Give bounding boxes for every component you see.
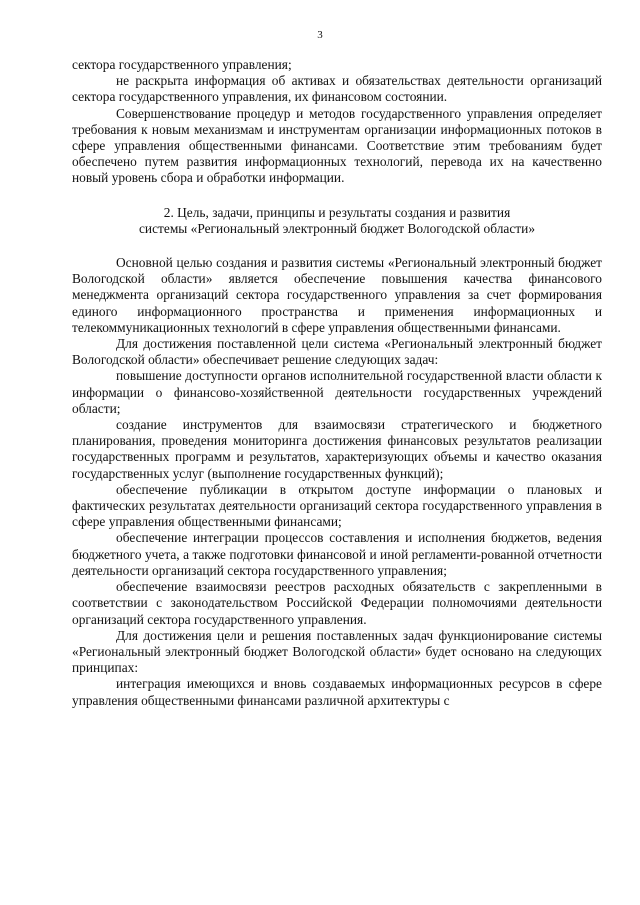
paragraph: сектора государственного управления; bbox=[72, 57, 292, 72]
section-heading-line: 2. Цель, задачи, принципы и результаты создания и развития bbox=[163, 204, 511, 220]
paragraph: Для достижения цели и решения поставленных задач функционирование системы «Региональный электронный бюджет Вологодской области» будет основано на следующих принципах: bbox=[72, 627, 602, 676]
list-item: интеграция имеющихся и вновь создаваемых информационных ресурсов в сфере управления общественными финансами различной архитектуры с bbox=[72, 676, 602, 708]
page-number: 3 bbox=[317, 29, 323, 41]
list-item: обеспечение взаимосвязи реестров расходных обязательств с закрепленными в соответствии с законодательством Российской Федерации полномочиями деятельности организаций сектора государственного управления. bbox=[72, 579, 602, 627]
section-heading bbox=[72, 205, 602, 237]
list-item: повышение доступности органов исполнительной государственной власти области к информации о финансово-хозяйственной деятельности государственных учреждений области; bbox=[72, 368, 602, 416]
document-body bbox=[72, 45, 602, 709]
paragraph: Основной целью создания и развития системы «Региональный электронный бюджет Вологодской области» является обеспечение повышения качества финансового менеджмента организаций сектора государственного управления за счет формирования единого информационного пространства и применения информационных и телекоммуникационных технологий в сфере управления общественными финансами. bbox=[72, 255, 602, 335]
paragraph: не раскрыта информация об активах и обязательствах деятельности организаций сектора государственного управления, их финансовом состоянии. bbox=[72, 73, 602, 105]
list-item: обеспечение публикации в открытом доступе информации о плановых и фактических результатах деятельности организаций сектора государственного управления в сфере управления общественными финансами; bbox=[72, 481, 602, 530]
list-item: обеспечение интеграции процессов составления и исполнения бюджетов, ведения бюджетного учета, а также подготовки финансовой и иной регламенти-рованной отчетности деятельности организаций сектора государственного управления; bbox=[72, 530, 602, 578]
paragraph: Для достижения поставленной цели система «Региональный электронный бюджет Вологодской области» обеспечивает решение следующих задач: bbox=[72, 336, 602, 368]
list-item: создание инструментов для взаимосвязи стратегического и бюджетного планирования, проведения мониторинга достижения финансовых результатов реализации государственных программ и результатов, характеризующих объемы и качество оказания государственных услуг (выполнение государственных функций); bbox=[72, 417, 602, 481]
section-heading-line: системы «Региональный электронный бюджет Вологодской области» bbox=[138, 220, 536, 236]
paragraph: Совершенствование процедур и методов государственного управления определяет требования к новым механизмам и инструментам организации информационных потоков в сфере управления общественными финансами. Соответствие этим требованиям будет обеспечено путем развития информационных технологий, перевода их на качественно новый уровень сбора и обработки информации. bbox=[72, 105, 602, 186]
